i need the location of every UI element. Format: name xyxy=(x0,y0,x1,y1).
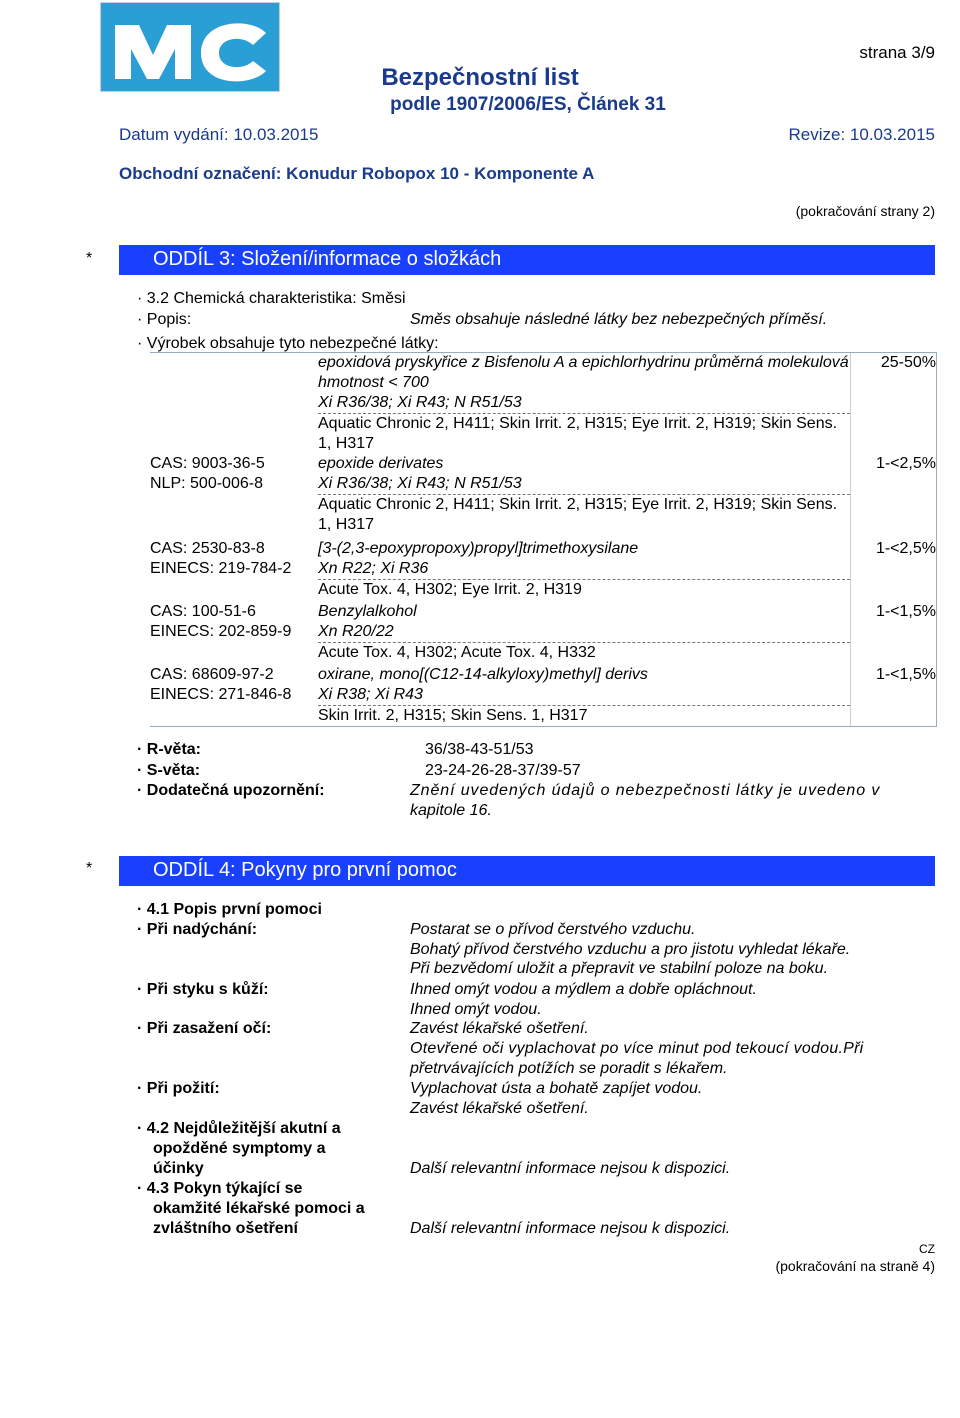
first-aid-desc: · 4.1 Popis první pomoci xyxy=(137,901,322,918)
comp-ec: EINECS: 271-846-8 xyxy=(150,686,292,703)
inhalation-text: Při bezvědomí uložit a přepravit ve stabilní poloze na boku. xyxy=(410,960,829,977)
inhalation-label: · Při nadýchání: xyxy=(137,921,258,938)
comp-pct: 25-50% xyxy=(880,354,936,371)
comp-ec: EINECS: 219-784-2 xyxy=(150,560,292,577)
section4-title: ODDÍL 4: Pokyny pro první pomoc xyxy=(153,859,457,881)
comp-cas: CAS: 100-51-6 xyxy=(150,603,256,620)
sveta-value: 23-24-26-28-37/39-57 xyxy=(425,762,581,779)
comp-r: Xn R20/22 xyxy=(318,623,394,640)
change-marker: * xyxy=(86,250,93,267)
doc-subtitle: podle 1907/2006/ES, Článek 31 xyxy=(390,94,666,115)
comp-ec: NLP: 500-006-8 xyxy=(150,475,263,492)
popis-label: · Popis: xyxy=(137,311,192,328)
eye-text: přetrvávajících potížích se poradit s lékařem. xyxy=(410,1060,728,1077)
components-table xyxy=(150,352,937,727)
dod-value-2: kapitole 16. xyxy=(410,802,492,819)
rveta-value: 36/38-43-51/53 xyxy=(425,741,534,758)
treatment-label: zvláštního ošetření xyxy=(153,1220,298,1237)
symptoms-text: Další relevantní informace nejsou k dispozici. xyxy=(410,1160,731,1177)
continued-on: (pokračování na straně 4) xyxy=(775,1258,935,1274)
comp-h: Aquatic Chronic 2, H411; Skin Irrit. 2, H315; Eye Irrit. 2, H319; Skin Sens. 1, H317 xyxy=(318,496,838,533)
section4-header xyxy=(119,856,935,886)
comp-cas: CAS: 68609-97-2 xyxy=(150,666,274,683)
trade-name: Obchodní označení: Konudur Robopox 10 - Komponente A xyxy=(119,164,595,183)
eye-label: · Při zasažení očí: xyxy=(137,1020,272,1037)
treatment-label: okamžité lékařské pomoci a xyxy=(153,1200,365,1217)
continued-from: (pokračování strany 2) xyxy=(795,203,935,219)
rveta-label: · R-věta: xyxy=(137,741,202,758)
comp-name: [3-(2,3-epoxypropoxy)propyl]trimethoxysilane xyxy=(318,540,639,557)
symptoms-label: · 4.2 Nejdůležitější akutní a xyxy=(137,1120,341,1137)
treatment-text: Další relevantní informace nejsou k dispozici. xyxy=(410,1220,731,1237)
sveta-label: · S-věta: xyxy=(137,762,201,779)
skin-label: · Při styku s kůží: xyxy=(137,981,269,998)
inhalation-text: Bohatý přívod čerstvého vzduchu a pro jistotu vyhledat lékaře. xyxy=(410,941,851,958)
skin-text: Ihned omýt vodou. xyxy=(410,1001,542,1018)
doc-title: Bezpečnostní list xyxy=(381,64,579,91)
comp-r: Xi R38; Xi R43 xyxy=(318,686,423,703)
page-number: strana 3/9 xyxy=(859,43,935,62)
chem-char: · 3.2 Chemická charakteristika: Směsi xyxy=(137,290,406,307)
treatment-label: · 4.3 Pokyn týkající se xyxy=(137,1180,303,1197)
comp-pct: 1-<2,5% xyxy=(875,455,936,472)
skin-text: Ihned omýt vodou a mýdlem a dobře opláchnout. xyxy=(410,981,757,998)
comp-h: Aquatic Chronic 2, H411; Skin Irrit. 2, H315; Eye Irrit. 2, H319; Skin Sens. 1, H317 xyxy=(318,415,838,452)
comp-ec: EINECS: 202-859-9 xyxy=(150,623,292,640)
ingestion-text: Vyplachovat ústa a bohatě zapíjet vodou. xyxy=(410,1080,703,1097)
comp-pct: 1-<2,5% xyxy=(875,540,936,557)
ingestion-text: Zavést lékařské ošetření. xyxy=(410,1100,589,1117)
comp-h: Acute Tox. 4, H302; Acute Tox. 4, H332 xyxy=(318,644,596,661)
inhalation-text: Postarat se o přívod čerstvého vzduchu. xyxy=(410,921,696,938)
dod-label: · Dodatečná upozornění: xyxy=(137,782,325,799)
popis-value: Směs obsahuje následné látky bez nebezpečných přímĕsí. xyxy=(410,311,828,328)
language-code: CZ xyxy=(919,1242,935,1256)
comp-name: epoxidová pryskyřice z Bisfenolu A a epichlorhydrinu průměrná molekulová hmotnost < 700 xyxy=(318,354,849,391)
comp-name: epoxide derivates xyxy=(318,455,444,472)
change-marker: * xyxy=(86,860,93,877)
comp-pct: 1-<1,5% xyxy=(875,666,936,683)
comp-name: oxirane, mono[(C12-14-alkyloxy)methyl] derivs xyxy=(318,666,648,683)
eye-text: Otevřené oči vyplachovat po více minut pod tekoucí vodou.Při xyxy=(410,1040,864,1057)
comp-name: Benzylalkohol xyxy=(318,603,417,620)
comp-r: Xi R36/38; Xi R43; N R51/53 xyxy=(318,475,522,492)
revision-date: Revize: 10.03.2015 xyxy=(788,125,935,144)
comp-pct: 1-<1,5% xyxy=(875,603,936,620)
dod-value: Znění uvedených údajů o nebezpečnosti látky je uvedeno v xyxy=(410,782,881,799)
issue-date: Datum vydání: 10.03.2015 xyxy=(119,125,319,144)
comp-r: Xn R22; Xi R36 xyxy=(318,560,429,577)
comp-cas: CAS: 9003-36-5 xyxy=(150,455,265,472)
ingestion-label: · Při požití: xyxy=(137,1080,220,1097)
comp-h: Acute Tox. 4, H302; Eye Irrit. 2, H319 xyxy=(318,581,582,598)
comp-h: Skin Irrit. 2, H315; Skin Sens. 1, H317 xyxy=(318,707,588,724)
comp-cas: CAS: 2530-83-8 xyxy=(150,540,265,557)
eye-text: Zavést lékařské ošetření. xyxy=(410,1020,589,1037)
symptoms-label: opožděné symptomy a xyxy=(153,1140,326,1157)
symptoms-label: účinky xyxy=(153,1160,204,1177)
section3-title: ODDÍL 3: Složení/informace o složkách xyxy=(153,248,502,270)
section3-header xyxy=(119,245,935,275)
contains-label: · Výrobek obsahuje tyto nebezpečné látky: xyxy=(137,335,439,352)
comp-r: Xi R36/38; Xi R43; N R51/53 xyxy=(318,394,522,411)
